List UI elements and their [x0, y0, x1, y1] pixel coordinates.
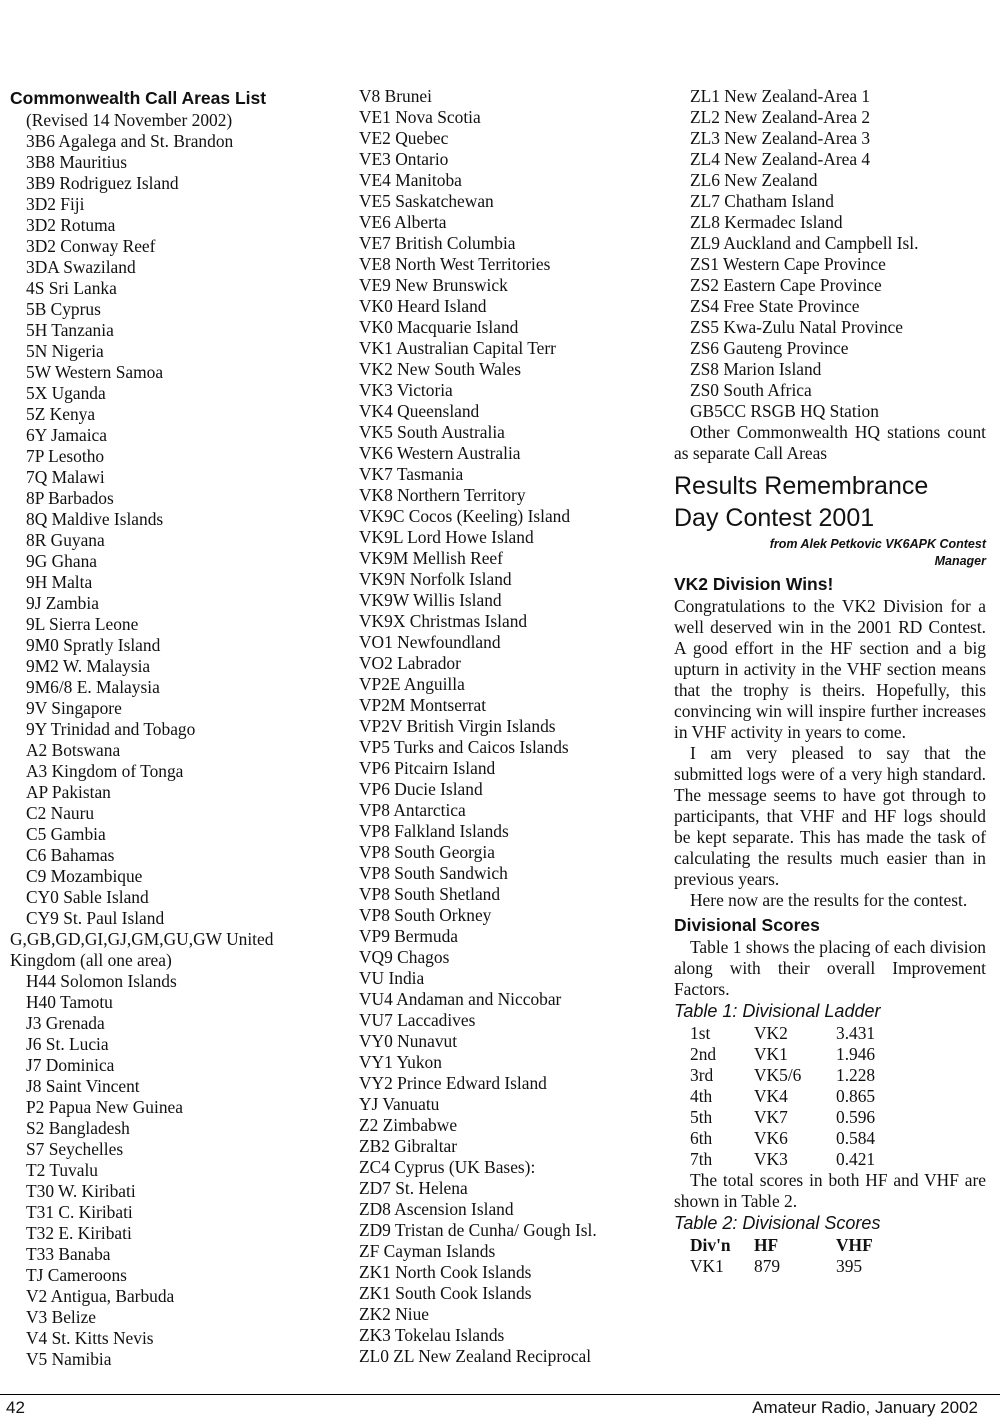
- table-row: [674, 1149, 875, 1170]
- table-row: [674, 1107, 875, 1128]
- table-row: [674, 1023, 875, 1044]
- list-item: VE7 British Columbia: [359, 233, 516, 253]
- divisional-ladder-table: [674, 1023, 875, 1170]
- list-item: VP6 Pitcairn Island: [359, 758, 496, 778]
- call-areas-list-3: [359, 86, 659, 1367]
- list-item: VP8 Antarctica: [359, 800, 466, 820]
- table-cell: 0.865: [836, 1086, 876, 1106]
- list-item: CY0 Sable Island: [26, 887, 149, 907]
- paragraph: The total scores in both HF and VHF are shown in Table 2.: [674, 1170, 986, 1211]
- list-item: ZD8 Ascension Island: [359, 1199, 514, 1219]
- list-item: AP Pakistan: [26, 782, 111, 802]
- list-item: VK0 Macquarie Island: [359, 317, 519, 337]
- list-item: VE8 North West Territories: [359, 254, 551, 274]
- table-cell: 395: [836, 1256, 863, 1276]
- list-item: VP2E Anguilla: [359, 674, 465, 694]
- call-areas-list-1: [10, 110, 340, 929]
- list-item: VK5 South Australia: [359, 422, 505, 442]
- table-cell: VK7: [754, 1107, 788, 1127]
- table-header: VHF: [836, 1235, 873, 1255]
- table-cell: 3.431: [836, 1023, 876, 1043]
- list-item: 9M2 W. Malaysia: [26, 656, 151, 676]
- list-item: C9 Mozambique: [26, 866, 143, 886]
- list-item: 5B Cyprus: [26, 299, 101, 319]
- list-item: TJ Cameroons: [26, 1265, 127, 1285]
- table-cell: 879: [754, 1256, 781, 1276]
- call-areas-list-4: [674, 86, 986, 422]
- table-cell: VK5/6: [754, 1065, 802, 1085]
- list-item: VO2 Labrador: [359, 653, 461, 673]
- list-item: 7Q Malawi: [26, 467, 105, 487]
- list-item: V8 Brunei: [359, 86, 432, 106]
- list-item: VK9M Mellish Reef: [359, 548, 503, 568]
- list-item: J7 Dominica: [26, 1055, 115, 1075]
- table-cell: 1.946: [836, 1044, 876, 1064]
- list-item: VK4 Queensland: [359, 401, 480, 421]
- byline: from Alek Petkovic VK6APK Contest Manager: [769, 537, 986, 568]
- list-item: T32 E. Kiribati: [26, 1223, 132, 1243]
- list-item: VK6 Western Australia: [359, 443, 521, 463]
- paragraph: Here now are the results for the contest.: [690, 890, 968, 910]
- list-item: V4 St. Kitts Nevis: [26, 1328, 154, 1348]
- table-row: [674, 1086, 875, 1107]
- list-item: ZD9 Tristan de Cunha/ Gough Isl.: [359, 1220, 597, 1240]
- list-item: ZK3 Tokelau Islands: [359, 1325, 505, 1345]
- list-item: ZF Cayman Islands: [359, 1241, 496, 1261]
- list-item: VU4 Andaman and Niccobar: [359, 989, 562, 1009]
- list-item: VK3 Victoria: [359, 380, 453, 400]
- list-item: ZC4 Cyprus (UK Bases):: [359, 1157, 536, 1177]
- list-item: VE9 New Brunswick: [359, 275, 508, 295]
- list-item: VY0 Nunavut: [359, 1031, 458, 1051]
- table-header: Div'n: [690, 1235, 731, 1255]
- footer-rule: [0, 1394, 1000, 1395]
- list-item: VK7 Tasmania: [359, 464, 464, 484]
- column-1: [10, 86, 340, 1370]
- table-cell: 0.584: [836, 1128, 876, 1148]
- list-item: ZK2 Niue: [359, 1304, 430, 1324]
- list-item: ZL2 New Zealand-Area 2: [690, 107, 871, 127]
- table-cell: 6th: [690, 1128, 713, 1148]
- list-item: ZS6 Gauteng Province: [690, 338, 849, 358]
- list-item: 7P Lesotho: [26, 446, 105, 466]
- list-item: 8R Guyana: [26, 530, 105, 550]
- table-row: [674, 1065, 875, 1086]
- list-item: 5N Nigeria: [26, 341, 104, 361]
- list-item: ZS1 Western Cape Province: [690, 254, 886, 274]
- call-areas-heading: Commonwealth Call Areas List: [10, 88, 267, 108]
- list-item: P2 Papua New Guinea: [26, 1097, 183, 1117]
- table-cell: 4th: [690, 1086, 713, 1106]
- list-item: VY1 Yukon: [359, 1052, 442, 1072]
- list-item: VK9N Norfolk Island: [359, 569, 512, 589]
- list-item: V3 Belize: [26, 1307, 97, 1327]
- list-item: VU7 Laccadives: [359, 1010, 476, 1030]
- list-item: ZK1 South Cook Islands: [359, 1283, 532, 1303]
- list-item: 5Z Kenya: [26, 404, 96, 424]
- table-cell: 7th: [690, 1149, 713, 1169]
- table-cell: VK2: [754, 1023, 788, 1043]
- list-item: 9M6/8 E. Malaysia: [26, 677, 160, 697]
- list-item: 6Y Jamaica: [26, 425, 107, 445]
- list-item: VP2V British Virgin Islands: [359, 716, 556, 736]
- page-number: 42: [6, 1398, 25, 1417]
- list-item: J6 St. Lucia: [26, 1034, 109, 1054]
- list-item: VO1 Newfoundland: [359, 632, 501, 652]
- list-item: 3D2 Rotuma: [26, 215, 116, 235]
- paragraph: Table 1 shows the placing of each division along with their overall Improvement Factors.: [674, 937, 986, 999]
- list-item: ZS4 Free State Province: [690, 296, 860, 316]
- list-item: T31 C. Kiribati: [26, 1202, 133, 1222]
- list-item: 5H Tanzania: [26, 320, 114, 340]
- list-item: VE6 Alberta: [359, 212, 447, 232]
- list-item: 9Y Trinidad and Tobago: [26, 719, 196, 739]
- list-item: 9J Zambia: [26, 593, 99, 613]
- list-item: VE2 Quebec: [359, 128, 449, 148]
- list-item: 3B9 Rodriguez Island: [26, 173, 179, 193]
- list-item: V5 Namibia: [26, 1349, 112, 1369]
- list-item: VK2 New South Wales: [359, 359, 522, 379]
- list-item: 3B8 Mauritius: [26, 152, 127, 172]
- list-item: VP8 South Orkney: [359, 905, 492, 925]
- list-item: 9G Ghana: [26, 551, 97, 571]
- subheading-divisional-scores: Divisional Scores: [674, 915, 820, 935]
- list-item: VK9X Christmas Island: [359, 611, 528, 631]
- table-cell: VK1: [754, 1044, 788, 1064]
- list-item: VK0 Heard Island: [359, 296, 487, 316]
- list-item: ZL6 New Zealand: [690, 170, 818, 190]
- list-item: ZL8 Kermadec Island: [690, 212, 843, 232]
- paragraph: Congratulations to the VK2 Division for a well deserved win in the 2001 RD Contest. A good effort in the HF section and a big upturn in activity in the VHF section means that the trophy is theirs. Hopefully, this convincing win will inspire further increases in VHF activity in years to come.: [674, 596, 986, 742]
- list-item: VK8 Northern Territory: [359, 485, 526, 505]
- list-item: G,GB,GD,GI,GJ,GM,GU,GW United: [10, 929, 274, 949]
- list-item: VE4 Manitoba: [359, 170, 462, 190]
- list-item: J8 Saint Vincent: [26, 1076, 140, 1096]
- list-item: 3B6 Agalega and St. Brandon: [26, 131, 234, 151]
- list-item: VE5 Saskatchewan: [359, 191, 494, 211]
- list-item: 8P Barbados: [26, 488, 114, 508]
- table-row: [674, 1044, 875, 1065]
- list-item: VP9 Bermuda: [359, 926, 459, 946]
- list-item: VQ9 Chagos: [359, 947, 450, 967]
- table-cell: 1st: [690, 1023, 711, 1043]
- list-item: VK9W Willis Island: [359, 590, 502, 610]
- table-header: HF: [754, 1235, 779, 1255]
- table-cell: 2nd: [690, 1044, 717, 1064]
- list-item: H44 Solomon Islands: [26, 971, 177, 991]
- list-item: Kingdom (all one area): [10, 950, 172, 970]
- list-item: GB5CC RSGB HQ Station: [690, 401, 879, 421]
- list-item: VU India: [359, 968, 425, 988]
- table-cell: 0.596: [836, 1107, 876, 1127]
- list-item: VK9C Cocos (Keeling) Island: [359, 506, 571, 526]
- list-item: ZD7 St. Helena: [359, 1178, 468, 1198]
- table-cell: 1.228: [836, 1065, 876, 1085]
- publication-footer: Amateur Radio, January 2002: [752, 1398, 978, 1417]
- list-item: ZK1 North Cook Islands: [359, 1262, 532, 1282]
- list-item: ZL0 ZL New Zealand Reciprocal: [359, 1346, 592, 1366]
- list-item: H40 Tamotu: [26, 992, 113, 1012]
- list-item: VP8 South Sandwich: [359, 863, 508, 883]
- list-item: VP8 Falkland Islands: [359, 821, 509, 841]
- table-cell: VK3: [754, 1149, 788, 1169]
- list-item: VK1 Australian Capital Terr: [359, 338, 556, 358]
- list-item: V2 Antigua, Barbuda: [26, 1286, 175, 1306]
- list-item: VP6 Ducie Island: [359, 779, 483, 799]
- list-item: 9H Malta: [26, 572, 93, 592]
- list-item: C6 Bahamas: [26, 845, 115, 865]
- list-item: ZB2 Gibraltar: [359, 1136, 458, 1156]
- list-item: VY2 Prince Edward Island: [359, 1073, 547, 1093]
- list-item: 5W Western Samoa: [26, 362, 164, 382]
- list-item: ZS8 Marion Island: [690, 359, 822, 379]
- column-2: [359, 86, 659, 1367]
- list-item: C2 Nauru: [26, 803, 95, 823]
- list-item: ZL1 New Zealand-Area 1: [690, 86, 871, 106]
- list-item: VP8 South Shetland: [359, 884, 501, 904]
- list-item: VP2M Montserrat: [359, 695, 487, 715]
- list-item: 9M0 Spratly Island: [26, 635, 161, 655]
- list-item: VP5 Turks and Caicos Islands: [359, 737, 569, 757]
- table-cell: 5th: [690, 1107, 713, 1127]
- list-item: Z2 Zimbabwe: [359, 1115, 458, 1135]
- paragraph: I am very pleased to say that the submitted logs were of a very high standard. The message seems to have got through to participants, that VHF and HF logs should be kept separate. This has made the task of calculating the results much easier than in previous years.: [674, 743, 986, 889]
- list-item: 5X Uganda: [26, 383, 106, 403]
- list-item: ZL7 Chatham Island: [690, 191, 834, 211]
- list-item: VP8 South Georgia: [359, 842, 495, 862]
- list-item: T2 Tuvalu: [26, 1160, 98, 1180]
- list-item: ZS0 South Africa: [690, 380, 812, 400]
- table-row: [674, 1128, 875, 1149]
- list-item: 9L Sierra Leone: [26, 614, 139, 634]
- list-item: ZL3 New Zealand-Area 3: [690, 128, 871, 148]
- list-item: ZL4 New Zealand-Area 4: [690, 149, 871, 169]
- list-item: 3D2 Conway Reef: [26, 236, 156, 256]
- list-item: S7 Seychelles: [26, 1139, 124, 1159]
- list-item: VE1 Nova Scotia: [359, 107, 481, 127]
- list-item: 3DA Swaziland: [26, 257, 136, 277]
- list-item: J3 Grenada: [26, 1013, 105, 1033]
- list-item: T30 W. Kiribati: [26, 1181, 136, 1201]
- list-item: ZS2 Eastern Cape Province: [690, 275, 882, 295]
- list-item: (Revised 14 November 2002): [26, 110, 233, 130]
- other-hq-note: Other Commonwealth HQ stations count as separate Call Areas: [674, 422, 986, 463]
- list-item: YJ Vanuatu: [359, 1094, 440, 1114]
- table-cell: 3rd: [690, 1065, 714, 1085]
- column-3: [674, 86, 986, 1277]
- list-item: T33 Banaba: [26, 1244, 111, 1264]
- table2-caption: Table 2: Divisional Scores: [674, 1213, 881, 1233]
- table-cell: VK4: [754, 1086, 788, 1106]
- list-item: CY9 St. Paul Island: [26, 908, 165, 928]
- list-item: VE3 Ontario: [359, 149, 449, 169]
- list-item: ZS5 Kwa-Zulu Natal Province: [690, 317, 903, 337]
- table-row: [674, 1256, 873, 1277]
- table1-caption: Table 1: Divisional Ladder: [674, 1001, 881, 1021]
- list-item: S2 Bangladesh: [26, 1118, 130, 1138]
- list-item: C5 Gambia: [26, 824, 106, 844]
- list-item: 8Q Maldive Islands: [26, 509, 164, 529]
- list-item: A3 Kingdom of Tonga: [26, 761, 184, 781]
- table-cell: VK6: [754, 1128, 788, 1148]
- results-title: Results Remembrance Day Contest 2001: [674, 472, 929, 532]
- divisional-scores-table: [674, 1235, 873, 1277]
- list-item: 9V Singapore: [26, 698, 122, 718]
- list-item: 4S Sri Lanka: [26, 278, 117, 298]
- call-areas-list-2: [10, 971, 340, 1370]
- list-item: ZL9 Auckland and Campbell Isl.: [690, 233, 919, 253]
- subheading-vk2-wins: VK2 Division Wins!: [674, 574, 834, 594]
- list-item: A2 Botswana: [26, 740, 121, 760]
- list-item: VK9L Lord Howe Island: [359, 527, 534, 547]
- table-cell: 0.421: [836, 1149, 876, 1169]
- table-cell: VK1: [690, 1256, 724, 1276]
- article-body: [674, 596, 986, 911]
- list-item: 3D2 Fiji: [26, 194, 85, 214]
